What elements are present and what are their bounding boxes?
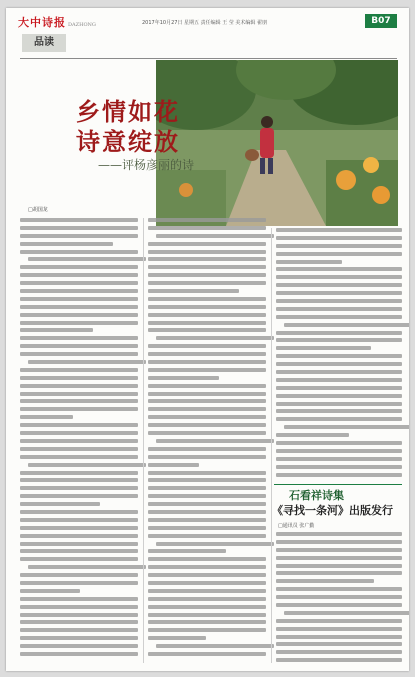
text-line (20, 289, 138, 293)
text-line (276, 650, 402, 654)
text-line (276, 540, 402, 544)
text-line (20, 313, 138, 317)
text-line (148, 273, 266, 277)
text-line (20, 439, 138, 443)
text-line (20, 415, 73, 419)
text-line (148, 526, 266, 530)
text-line (148, 399, 266, 403)
text-line (276, 564, 402, 568)
text-line (148, 281, 266, 285)
text-line (148, 518, 266, 522)
text-line (148, 328, 266, 332)
text-line (20, 471, 138, 475)
text-line (20, 652, 138, 656)
text-line (148, 471, 266, 475)
text-line (156, 542, 274, 546)
text-line (148, 613, 266, 617)
text-line (276, 244, 402, 248)
text-line (20, 502, 100, 506)
text-line (148, 549, 226, 553)
text-line (276, 275, 402, 279)
text-line (148, 573, 266, 577)
text-line (156, 439, 274, 443)
text-line (20, 518, 138, 522)
text-line (20, 218, 138, 222)
text-line (276, 260, 342, 264)
article-headline (76, 97, 180, 157)
text-line (156, 336, 274, 340)
text-line (276, 441, 402, 445)
text-line (284, 323, 409, 327)
text-line (276, 386, 402, 390)
text-line (20, 423, 138, 427)
text-line (276, 283, 402, 287)
text-line (148, 581, 266, 585)
text-line (20, 526, 138, 530)
text-line (148, 565, 266, 569)
text-line (276, 346, 371, 350)
text-line (276, 457, 402, 461)
logo-subtext: DAZHONG (68, 22, 96, 28)
text-line (148, 597, 266, 601)
text-line (276, 556, 402, 560)
text-line (148, 628, 266, 632)
page-number-badge: B07 (365, 14, 397, 28)
text-line (20, 336, 138, 340)
sidebar-title: 石看祥诗集 (289, 489, 344, 502)
text-line (148, 257, 266, 261)
text-line (148, 478, 266, 482)
text-line (20, 407, 138, 411)
text-line (276, 417, 402, 421)
text-column-3 (276, 228, 402, 481)
text-line (276, 532, 402, 536)
text-line (148, 289, 239, 293)
text-line (148, 321, 266, 325)
text-line (148, 589, 266, 593)
text-line (276, 658, 402, 662)
article-byline: □胡国龙 (28, 207, 48, 213)
text-line (148, 265, 266, 269)
text-line (148, 360, 266, 364)
text-line (148, 226, 266, 230)
column-divider (271, 228, 272, 663)
text-line (276, 331, 402, 335)
newspaper-page (6, 8, 409, 671)
text-column-2 (148, 218, 266, 660)
text-line (148, 407, 266, 411)
text-line (148, 431, 266, 435)
text-line (148, 242, 266, 246)
text-line (20, 613, 138, 617)
text-line (148, 250, 266, 254)
text-line (284, 611, 409, 615)
text-line (20, 605, 138, 609)
text-line (276, 362, 402, 366)
text-line (148, 297, 266, 301)
sidebar-byline: □通讯员 张广勤 (278, 523, 315, 529)
text-line (276, 642, 402, 646)
text-line (148, 384, 266, 388)
text-line (148, 392, 266, 396)
text-line (276, 433, 349, 437)
text-line (148, 557, 266, 561)
text-line (148, 652, 266, 656)
text-line (20, 644, 138, 648)
photo-illustration (156, 60, 398, 226)
text-line (20, 242, 113, 246)
text-line (156, 644, 274, 648)
text-line (20, 636, 138, 640)
text-line (20, 392, 138, 396)
text-line (20, 399, 138, 403)
text-line (276, 579, 374, 583)
text-column-1 (20, 218, 138, 660)
text-line (276, 267, 402, 271)
text-line (276, 228, 402, 232)
text-line (276, 354, 402, 358)
text-line (20, 597, 138, 601)
text-line (148, 455, 266, 459)
text-line (20, 368, 138, 372)
text-line (148, 494, 266, 498)
text-line (276, 595, 402, 599)
logo-text: 大中诗报 (18, 16, 66, 29)
sidebar-subtitle: 《寻找一条河》出版发行 (272, 504, 393, 517)
text-line (20, 628, 138, 632)
text-line (148, 463, 199, 467)
text-line (276, 619, 402, 623)
text-line (276, 315, 402, 319)
text-line (276, 236, 402, 240)
newspaper-logo (18, 14, 96, 30)
headline-line-2: 诗意绽放 (76, 127, 180, 156)
text-line (276, 378, 402, 382)
text-line (148, 486, 266, 490)
text-line (148, 368, 266, 372)
text-line (284, 425, 409, 429)
text-line (148, 502, 266, 506)
text-line (148, 376, 219, 380)
text-line (276, 307, 402, 311)
text-line (20, 589, 80, 593)
text-line (276, 338, 402, 342)
text-line (20, 620, 138, 624)
text-line (20, 328, 93, 332)
text-line (28, 565, 146, 569)
text-line (28, 463, 146, 467)
text-line (20, 447, 138, 451)
text-line (276, 587, 402, 591)
text-line (20, 581, 138, 585)
text-line (20, 455, 138, 459)
text-line (276, 548, 402, 552)
text-line (148, 415, 266, 419)
header-rule (20, 58, 397, 59)
text-line (20, 226, 138, 230)
text-line (28, 360, 146, 364)
text-line (276, 394, 402, 398)
text-line (20, 557, 138, 561)
text-line (148, 344, 266, 348)
text-line (20, 534, 138, 538)
text-line (276, 465, 402, 469)
text-line (20, 376, 138, 380)
text-line (20, 478, 138, 482)
text-line (276, 291, 402, 295)
text-line (276, 627, 402, 631)
text-line (148, 305, 266, 309)
text-line (20, 305, 138, 309)
header-info: 2017年10月27日 星期五 责任编辑 王 莹 美术编辑 翟朋 (142, 20, 267, 26)
text-line (276, 409, 402, 413)
text-line (148, 636, 206, 640)
text-line (148, 534, 266, 538)
text-line (20, 273, 138, 277)
text-line (276, 402, 402, 406)
text-line (20, 510, 138, 514)
text-line (20, 281, 138, 285)
text-line (20, 549, 138, 553)
text-line (20, 431, 138, 435)
text-line (20, 542, 138, 546)
text-line (148, 352, 266, 356)
text-line (20, 321, 138, 325)
text-line (20, 352, 138, 356)
text-line (148, 313, 266, 317)
text-line (148, 510, 266, 514)
text-line (148, 218, 266, 222)
text-line (20, 265, 138, 269)
text-line (20, 573, 138, 577)
text-line (28, 257, 146, 261)
text-line (276, 370, 402, 374)
text-line (20, 494, 138, 498)
text-line (276, 449, 402, 453)
text-line (156, 234, 274, 238)
sidebar-rule (274, 484, 402, 485)
text-line (20, 297, 138, 301)
section-tab: 品读 (22, 34, 66, 52)
text-line (276, 299, 402, 303)
text-line (20, 384, 138, 388)
text-line (276, 603, 402, 607)
sidebar-text (276, 532, 402, 666)
column-divider (143, 218, 144, 663)
article-photo (156, 60, 398, 226)
text-line (20, 234, 138, 238)
text-line (276, 473, 402, 477)
text-line (276, 571, 402, 575)
article-subhead: ——评杨彦丽的诗 (98, 158, 195, 172)
text-line (148, 620, 266, 624)
text-line (148, 447, 266, 451)
text-line (276, 635, 402, 639)
text-line (20, 250, 138, 254)
text-line (148, 605, 266, 609)
text-line (20, 486, 138, 490)
text-line (148, 423, 266, 427)
text-line (20, 344, 138, 348)
text-line (276, 252, 402, 256)
headline-line-1: 乡情如花 (76, 97, 180, 126)
